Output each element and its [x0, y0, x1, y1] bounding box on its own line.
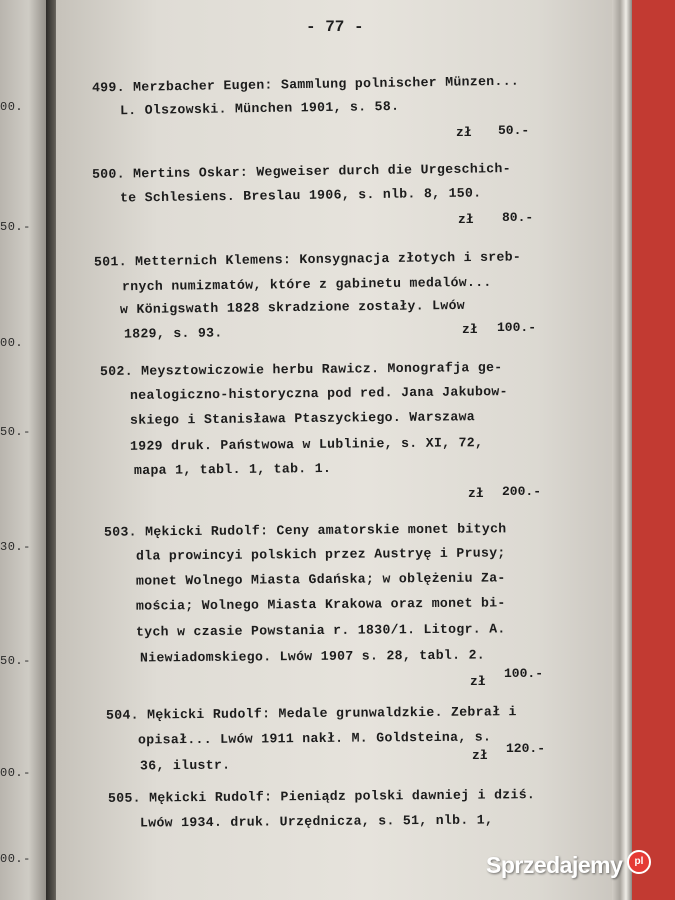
entry-line: opisał... Lwów 1911 nakł. M. Goldsteina, s.: [137, 729, 492, 748]
entry-line: 36, ilustr.: [139, 757, 231, 774]
entry-line: tych w czasie Powstania r. 1830/1. Litogr. A.: [135, 621, 506, 640]
left-page-mark: 50.-: [0, 425, 31, 439]
catalog-page: [56, 0, 622, 900]
page-number: - 77 -: [306, 18, 364, 36]
left-page-mark: 00.-: [0, 766, 31, 780]
left-page-mark: 30.-: [0, 540, 31, 554]
entry-currency: zł: [462, 322, 478, 337]
catalog-entry-499: [56, 0, 622, 900]
catalog-entry-501: [56, 0, 622, 900]
entry-line: w Königswath 1828 skradzione zostały. Lwów: [119, 297, 466, 318]
entry-price: 50.-: [498, 123, 530, 138]
entry-line: L. Olszowski. München 1901, s. 58.: [119, 98, 400, 119]
entry-currency: zł: [456, 125, 472, 140]
catalog-entry-503: [56, 0, 622, 900]
entry-line: 499. Merzbacher Eugen: Sammlung polnischer Münzen...: [91, 73, 520, 96]
entry-price: 100.-: [504, 666, 544, 681]
entry-line: monet Wolnego Miasta Gdańska; w oblężeniu Za-: [135, 570, 506, 589]
entry-line: nealogiczno-historyczna pod red. Jana Jakubow-: [129, 384, 508, 403]
entry-line: 502. Meysztowiczowie herbu Rawicz. Monografja ge-: [99, 359, 503, 380]
entry-price: 120.-: [506, 741, 546, 756]
left-page-edge: [0, 0, 52, 900]
entry-line: rnych numizmatów, które z gabinetu medalów...: [121, 274, 492, 295]
watermark-text: Sprzedajemy: [486, 852, 623, 878]
catalog-entry-505: [56, 0, 622, 900]
entry-price: 100.-: [497, 320, 537, 335]
left-page-mark: 00.: [0, 100, 24, 114]
entry-currency: zł: [470, 674, 486, 689]
left-page-mark: 50.-: [0, 220, 31, 234]
entry-line: mapa 1, tabl. 1, tab. 1.: [133, 460, 332, 479]
entry-line: 500. Mertins Oskar: Wegweiser durch die Urgeschich-: [91, 161, 511, 182]
entry-currency: zł: [472, 748, 488, 763]
entry-price: 80.-: [502, 210, 534, 225]
catalog-entry-502: [56, 0, 622, 900]
catalog-entry-504: [56, 0, 622, 900]
left-page-mark: 50.-: [0, 654, 31, 668]
entry-line: 505. Mękicki Rudolf: Pieniądz polski dawniej i dziś.: [107, 787, 536, 806]
entry-line: 504. Mękicki Rudolf: Medale grunwaldzkie. Zebrał i: [105, 704, 517, 723]
entry-currency: zł: [468, 486, 484, 501]
entry-currency: zł: [458, 212, 474, 227]
entry-line: 501. Metternich Klemens: Konsygnacja złotych i sreb-: [93, 249, 522, 270]
entry-line: skiego i Stanisława Ptaszyckiego. Warszawa: [129, 409, 476, 428]
entry-line: mościa; Wolnego Miasta Krakowa oraz monet bi-: [135, 595, 506, 614]
entry-line: Niewiadomskiego. Lwów 1907 s. 28, tabl. 2.: [139, 647, 486, 666]
left-page-mark: 00.: [0, 336, 24, 350]
left-page-mark: 00.-: [0, 852, 31, 866]
entry-price: 200.-: [502, 484, 542, 499]
entry-line: 1929 druk. Państwowa w Lublinie, s. XI, 72,: [129, 435, 484, 454]
entry-line: Lwów 1934. druk. Urzędnicza, s. 51, nlb. 1,: [139, 812, 494, 831]
entry-line: dla prowincyi polskich przez Austryę i Prusy;: [135, 545, 506, 564]
entry-line: 503. Mękicki Rudolf: Ceny amatorskie monet bitych: [103, 521, 507, 540]
catalog-entry-500: [56, 0, 622, 900]
sprzedajemy-watermark: [486, 850, 656, 884]
watermark-badge: pl: [627, 850, 651, 874]
entry-line: te Schlesiens. Breslau 1906, s. nlb. 8, 150.: [119, 185, 482, 206]
page-stack-edge: [612, 0, 632, 900]
entry-line: 1829, s. 93.: [123, 325, 223, 342]
